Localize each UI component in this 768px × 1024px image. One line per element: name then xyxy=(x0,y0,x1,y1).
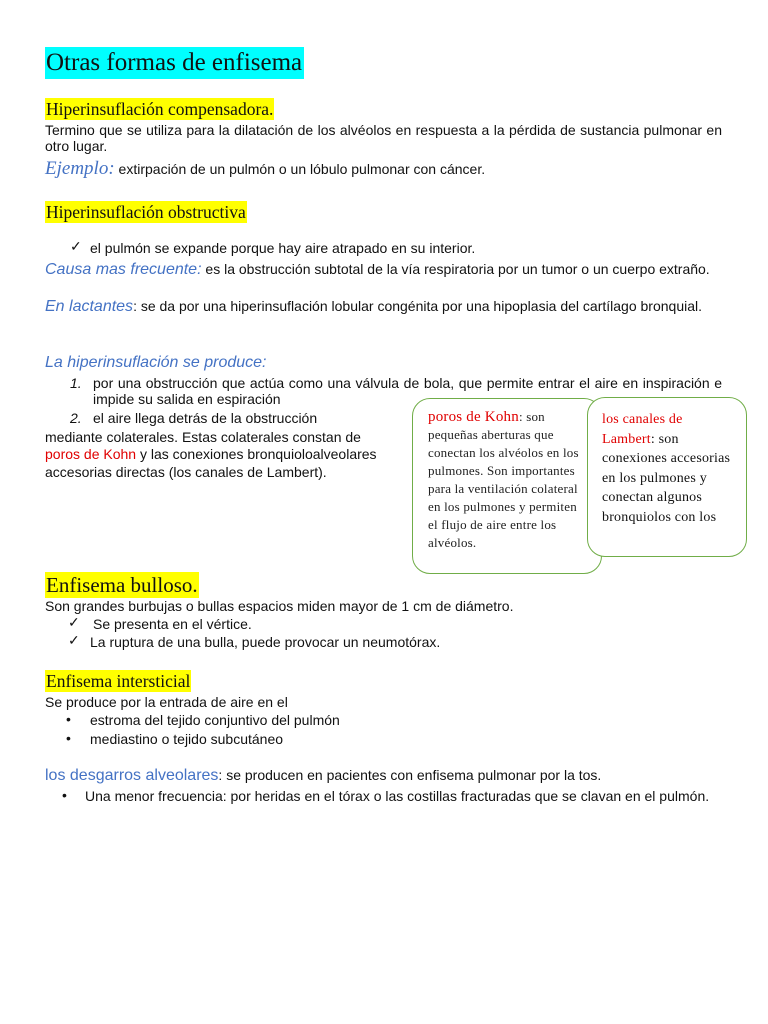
example-text: extirpación de un pulmón o un lóbulo pulmonar con cáncer. xyxy=(114,161,486,177)
heading-hiperinsuflacion-obstructiva: Hiperinsuflación obstructiva xyxy=(46,202,246,222)
item2-cont-b-text: y las conexiones bronquioloalveolares xyxy=(136,446,377,462)
callout-canales-de-lambert xyxy=(587,397,747,557)
item1-text: por una obstrucción que actúa como una válvula de bola, que permite entrar el aire en inspiración e impide su salida en espiración xyxy=(93,375,722,407)
item2-continuation-b xyxy=(45,446,377,462)
bullet-icon: • xyxy=(62,787,67,803)
tears-bullet-text: Una menor frecuencia: por heridas en el tórax o las costillas fracturadas que se clavan en el pulmón. xyxy=(85,788,710,804)
heading-enfisema-intersticial: Enfisema intersticial xyxy=(46,671,191,691)
tears-label: los desgarros alveolares xyxy=(45,767,219,784)
cause-paragraph xyxy=(45,261,722,278)
bullet-icon: • xyxy=(66,711,71,727)
bullet-icon: • xyxy=(66,730,71,746)
cause-text: es la obstrucción subtotal de la vía respiratoria por un tumor o un cuerpo extraño. xyxy=(201,261,710,277)
heading-enfisema-bulloso: Enfisema bulloso. xyxy=(46,573,198,597)
item2-continuation-c: accesorias directas (los canales de Lambert). xyxy=(45,464,327,480)
bulloso-paragraph: Son grandes burbujas o bullas espacios miden mayor de 1 cm de diámetro. xyxy=(45,598,514,614)
callout-lambert-body: : son conexiones accesorias en los pulmones y conectan algunos bronquiolos con los xyxy=(602,431,731,525)
callout-kohn-text xyxy=(428,408,590,560)
tears-paragraph xyxy=(45,767,601,784)
paragraph-compensadora: Termino que se utiliza para la dilatación de los alvéolos en respuesta a la pérdida de sustancia pulmonar en otro lugar. xyxy=(45,122,722,154)
bulloso-item-2: La ruptura de una bulla, puede provocar un neumotórax. xyxy=(90,634,441,650)
intersticial-item-1: estroma del tejido conjuntivo del pulmón xyxy=(90,712,340,728)
bulloso-item-1: Se presenta en el vértice. xyxy=(93,616,252,632)
callout-kohn-body: : son pequeñas aberturas que conectan los alvéolos en los pulmones. Son importantes para la ventilación colateral en los pulmones y permiten el flujo de aire entre los alvéolos. xyxy=(428,409,579,550)
item2-number: 2. xyxy=(70,410,82,426)
item1-number: 1. xyxy=(70,375,82,391)
intersticial-item-2: mediastino o tejido subcutáneo xyxy=(90,731,284,747)
check-icon: ✓ xyxy=(70,238,82,254)
tears-text: : se producen en pacientes con enfisema pulmonar por la tos. xyxy=(218,767,602,783)
infants-paragraph xyxy=(45,298,722,315)
infants-label: En lactantes xyxy=(45,298,134,315)
cause-label: Causa mas frecuente xyxy=(45,261,198,278)
example-label: Ejemplo: xyxy=(45,158,115,179)
callout-kohn-term: poros de Kohn xyxy=(428,409,519,425)
page-title: Otras formas de enfisema xyxy=(45,47,304,79)
produced-label: La hiperinsuflación se produce: xyxy=(45,354,267,371)
callout-poros-de-kohn xyxy=(412,398,602,574)
item2-continuation-a: mediante colaterales. Estas colaterales constan de xyxy=(45,429,361,445)
check-icon: ✓ xyxy=(68,632,80,648)
callout-lambert-term: los canales de Lambert xyxy=(602,412,683,447)
check-icon: ✓ xyxy=(68,614,80,630)
kohn-term-inline: poros de Kohn xyxy=(45,446,137,462)
cause-colon: : xyxy=(197,261,202,278)
intersticial-paragraph: Se produce por la entrada de aire en el xyxy=(45,694,288,710)
item2-text: el aire llega detrás de la obstrucción xyxy=(93,410,318,426)
callout-lambert-text xyxy=(602,410,734,550)
check-item-atrapado: el pulmón se expande porque hay aire atrapado en su interior. xyxy=(90,240,476,256)
heading-hiperinsuflacion-compensadora: Hiperinsuflación compensadora. xyxy=(46,99,274,119)
infants-text: : se da por una hiperinsuflación lobular congénita por una hipoplasia del cartílago bronquial. xyxy=(133,298,703,314)
example-line xyxy=(45,158,485,180)
